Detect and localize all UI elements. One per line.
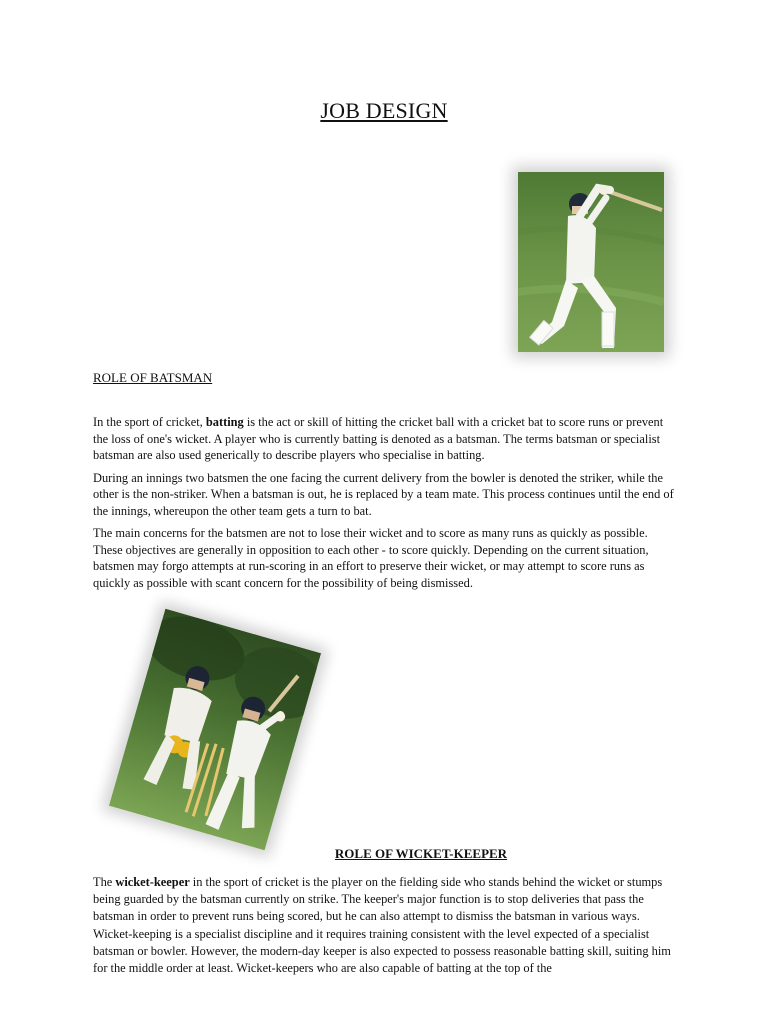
- batsman-p1-start: In the sport of cricket,: [93, 415, 206, 429]
- batsman-paragraph-2: During an innings two batsmen the one facing the current delivery from the bowler is denoted the striker, while the other is the non-striker. When a batsman is out, he is replaced by a team mate. This process continues until the end of the innings, whereupon the other team gets a turn to bat.: [93, 470, 674, 518]
- batsman-heading: ROLE OF BATSMAN: [93, 370, 213, 385]
- batsman-p1-rest: is the act or skill of hitting the cricket ball with a cricket bat to score runs or prevent the loss of one's wicket. A player who is currently batting is denoted as a batsman. The terms batsman or specialist batsman are also used generically to describe players who specialise in batting.: [93, 415, 664, 462]
- batsman-paragraph-1: [93, 414, 679, 464]
- wicket-keeper-photo: [109, 609, 321, 851]
- wicket-keeper-heading: ROLE OF WICKET-KEEPER: [334, 846, 508, 861]
- wicket-keeper-image: [109, 609, 321, 851]
- page-title: JOB DESIGN: [320, 98, 448, 123]
- keeper-p1-start: The: [93, 875, 116, 889]
- wicket-keeper-term: wicket-keeper: [115, 875, 190, 889]
- batsman-paragraph-3: The main concerns for the batsmen are not to lose their wicket and to score as many runs as quickly as possible. These objectives are generally in opposition to each other - to score quickly. Depending on the current situation, batsmen may forgo attempts at run-scoring in an effort to preserve their wicket, or may attempt to score runs as quickly as possible with scant concern for the possibility of being dismissed.: [93, 526, 649, 590]
- keeper-p1-rest: in the sport of cricket is the player on the fielding side who stands behind the wicket or stumps being guarded by the batsman currently on strike. The keeper's major function is to stop deliveries that pass the batsman in order to prevent runs being scored, but he can also attempt to dismiss the batsman in various ways. Wicket-keeping is a specialist discipline and it requires training consistent with the level expected of a specialist batsman or bowler. However, the modern-day keeper is also expected to possess reasonable batting skill, suiting him for the middle order at least. Wicket-keepers who are also capable of batting at the top of the: [93, 875, 671, 976]
- wicket-keeper-body: [93, 874, 679, 977]
- batting-term: batting: [205, 415, 244, 429]
- wicket-keeper-paragraph-1: [93, 874, 679, 977]
- batsman-image: [518, 172, 664, 352]
- batsman-photo: [518, 172, 664, 352]
- batsman-body: [93, 414, 679, 597]
